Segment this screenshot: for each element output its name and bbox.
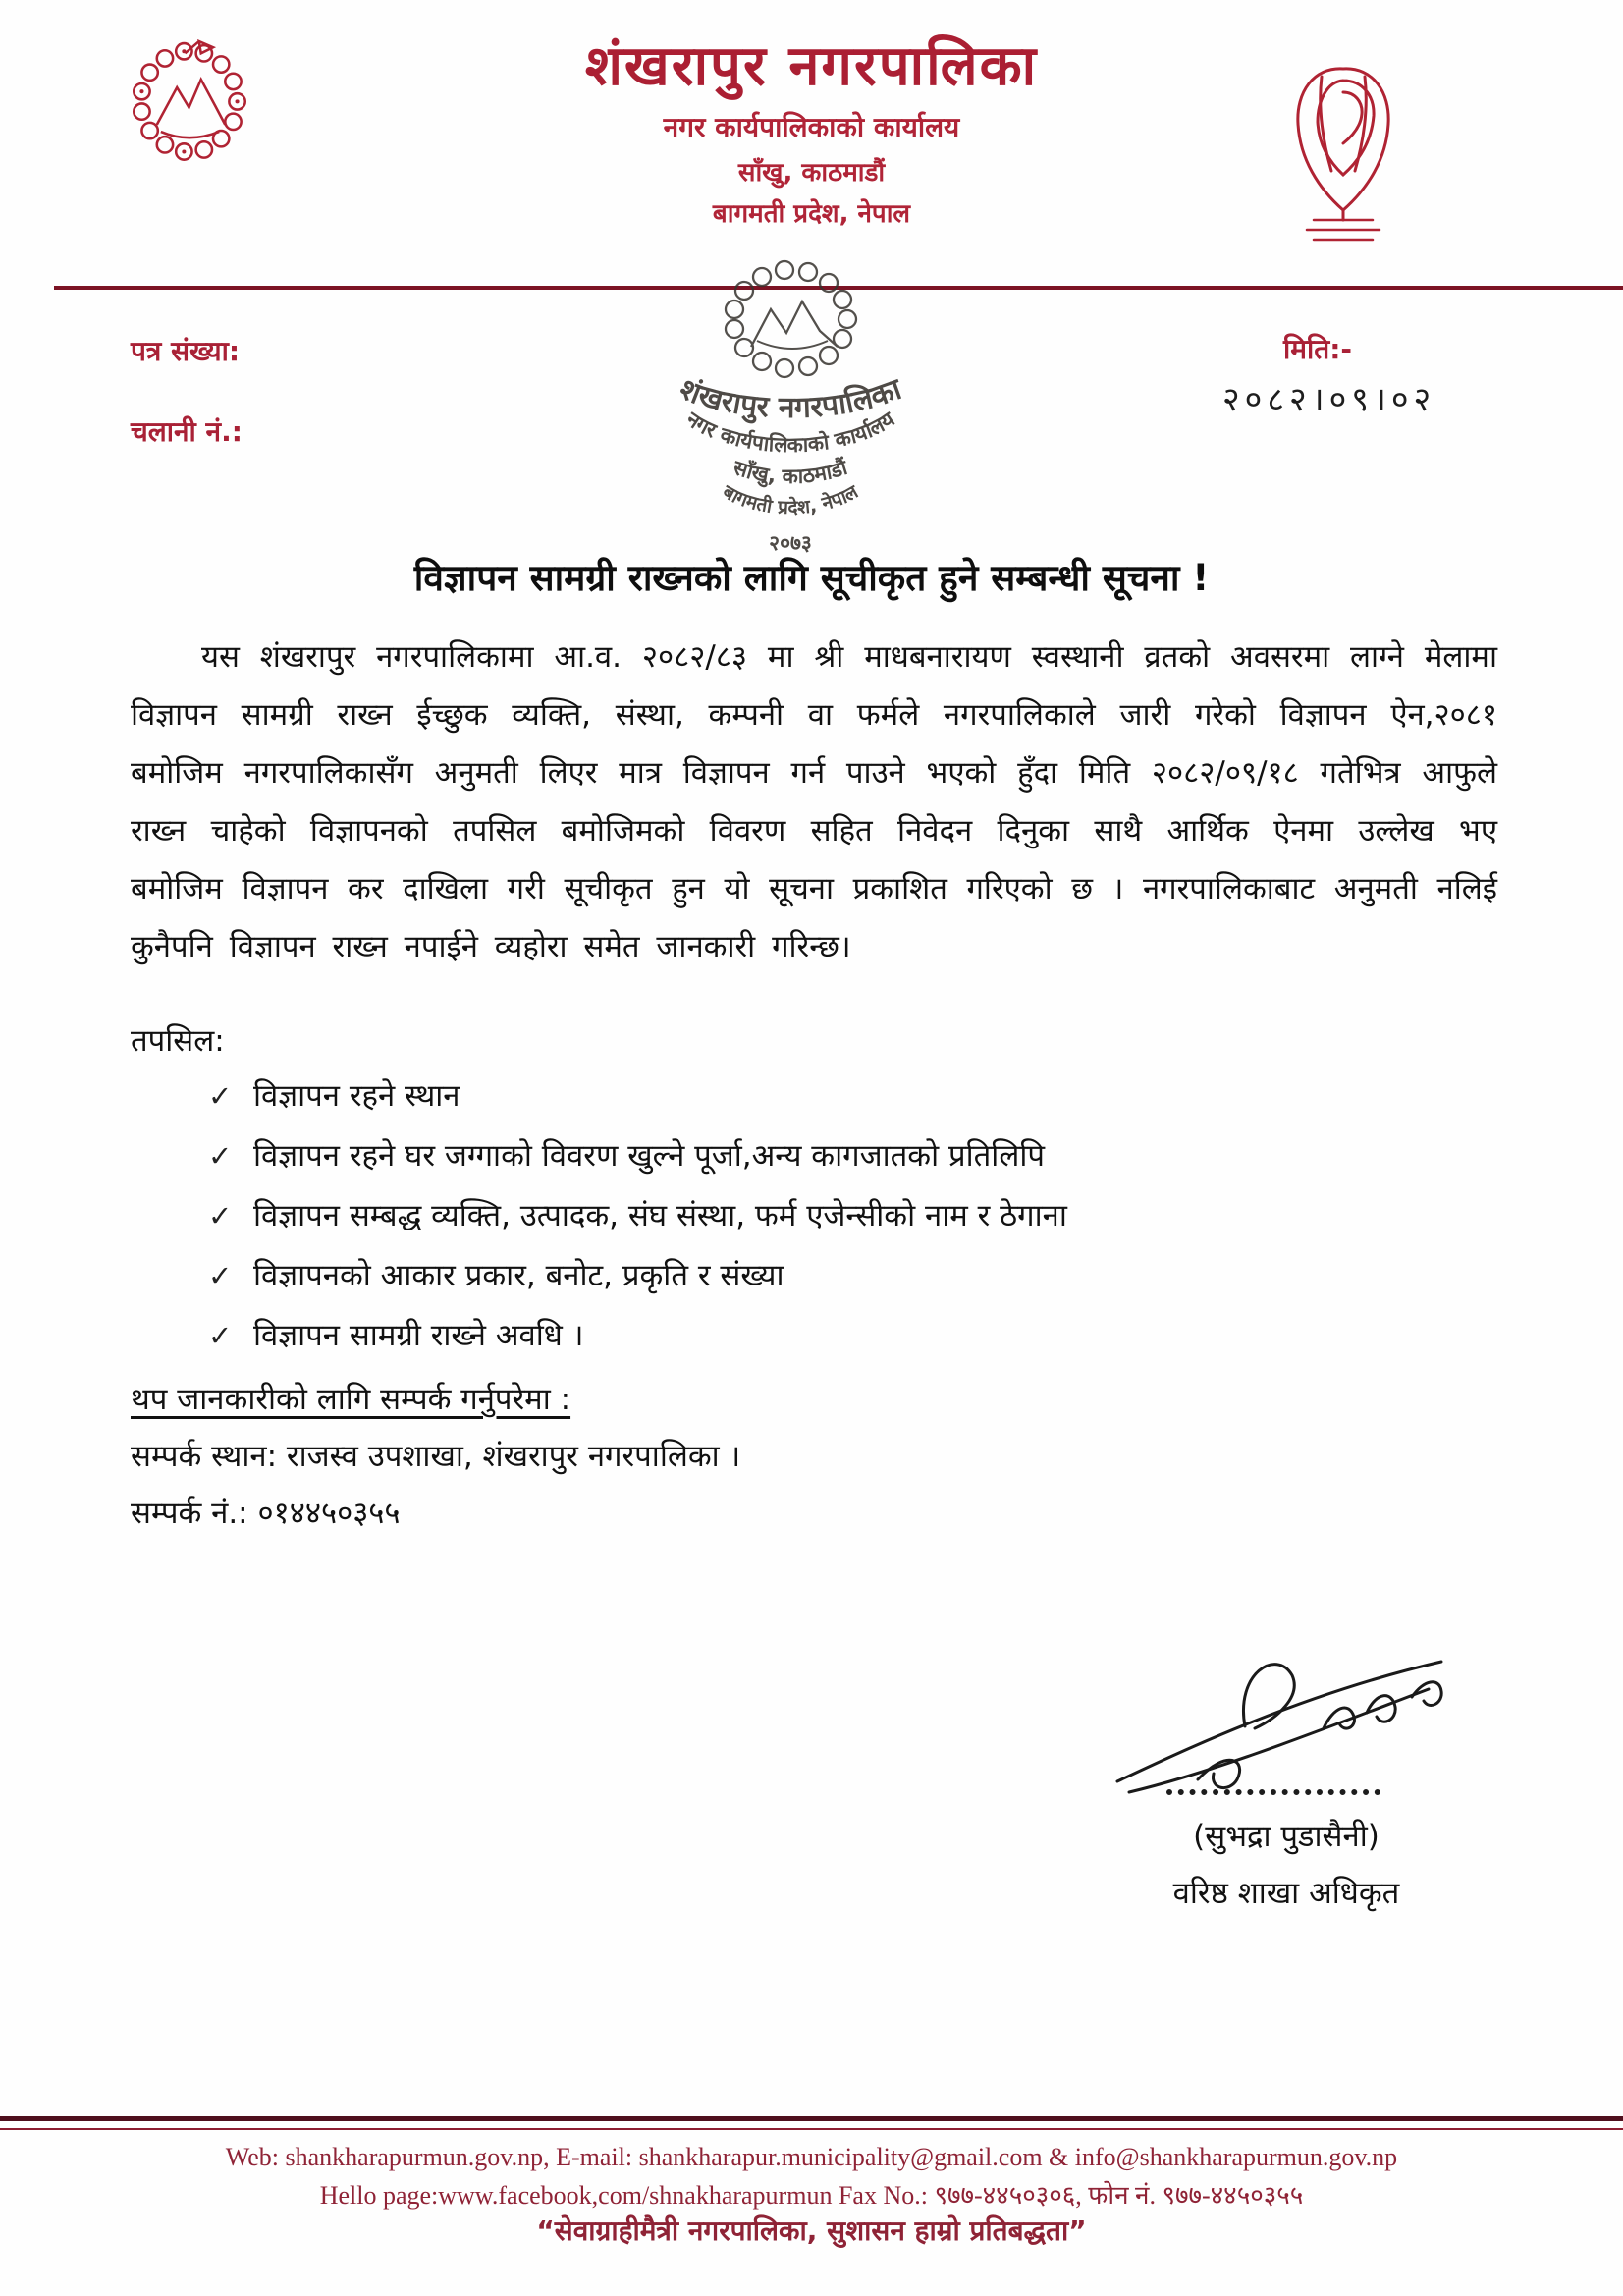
office-name: नगर कार्यपालिकाको कार्यालय [663,111,960,143]
list-item-text: विज्ञापन रहने स्थान [253,1078,460,1114]
details-label: तपसिल: [131,1023,225,1059]
list-item [208,1066,1067,1126]
dispatch-number-label: चलानी नं.: [131,415,243,448]
official-stamp [604,250,979,563]
footer-social-phone: Hello page:www.facebook,com/shnakharapurmun Fax No.: ९७७-४४५०३०६, फोन नं. ९७७-४४५०३५५ [319,2181,1304,2210]
check-icon: ✓ [208,1259,233,1292]
list-item [208,1126,1067,1186]
check-icon: ✓ [208,1079,233,1113]
contact-location: सम्पर्क स्थान: राजस्व उपशाखा, शंखरापुर नगरपालिका । [131,1439,741,1474]
stamp-line-1: शंखरापुर नगरपालिका [675,371,906,426]
conch-shell-icon [1274,51,1412,247]
municipality-name: शंखरापुर नगरपालिका [584,34,1039,98]
list-item [208,1306,1067,1366]
list-item [208,1186,1067,1246]
stamp-line-3: साँखु, काठमाडौं [730,455,850,489]
check-icon: ✓ [208,1319,233,1352]
notice-body: यस शंखरापुर नगरपालिकामा आ.व. २०८२/८३ मा श्री माधबनारायण स्वस्थानी व्रतको अवसरमा लाग्ने मेलामा विज्ञापन सामग्री राख्न ईच्छुक व्यक्ति, संस्था, कम्पनी वा फर्मले नगरपालिकाले जारी गरेको विज्ञापन ऐन,२०८१ बमोजिम नगरपालिकासँग अनुमती लिएर मात्र विज्ञापन गर्न पाउने भएको हुँदा मिति २०८२/०९/१८ गतेभित्र आफुले राख्न चाहेको विज्ञापनको तपसिल बमोजिमको विवरण सहित निवेदन दिनुका साथै आर्थिक ऐनमा उल्लेख भए बमोजिम विज्ञापन कर दाखिला गरी सूचीकृत हुन यो सूचना प्रकाशित गरिएको छ । नगरपालिकाबाट अनुमती नलिई कुनैपनि विज्ञापन राख्न नपाईने व्यहोरा समेत जानकारी गरिन्छ। [131,639,1497,964]
list-item [208,1246,1067,1306]
list-item-text: विज्ञापन सम्बद्ध व्यक्ति, उत्पादक, संघ संस्था, फर्म एजेन्सीको नाम र ठेगाना [253,1198,1067,1233]
signature-scribble [1100,1632,1473,1809]
list-item-text: विज्ञापन सामग्री राख्ने अवधि । [253,1318,584,1353]
list-item-text: विज्ञापन रहने घर जग्गाको विवरण खुल्ने पूर्जा,अन्य कागजातको प्रतिलिपि [253,1138,1045,1174]
footer-tagline: “सेवाग्राहीमैत्री नगरपालिका, सुशासन हाम्रो प्रतिबद्धता” [536,2214,1087,2247]
footer-divider-thick [0,2116,1623,2121]
signatory-name: (सुभद्रा पुडासैनी) [1193,1819,1380,1854]
list-item-text: विज्ञापनको आकार प्रकार, बनोट, प्रकृति र संख्या [253,1258,784,1293]
details-checklist [208,1066,1067,1366]
signature-line [1166,1789,1380,1795]
check-icon: ✓ [208,1199,233,1232]
footer-web-email: Web: shankharapurmun.gov.np, E-mail: shankharapur.municipality@gmail.com & info@shankharapurmun.gov.np [225,2143,1398,2171]
contact-heading: थप जानकारीको लागि सम्पर्क गर्नुपरेमा : [131,1382,571,1417]
contact-block [131,1371,740,1542]
check-icon: ✓ [208,1139,233,1173]
letter-number-label: पत्र संख्या: [131,335,241,367]
signatory-designation: वरिष्ठ शाखा अधिकृत [1172,1876,1400,1911]
contact-phone: सम्पर्क नं.: ०१४४५०३५५ [131,1496,401,1531]
stamp-line-2: नगर कार्यपालिकाको कार्यालय [681,407,899,458]
stamp-line-4: बागमती प्रदेश, नेपाल [719,480,862,519]
date-value: २०८२।०९।०२ [1222,380,1436,419]
notice-title: विज्ञापन सामग्री राख्नको लागि सूचीकृत हुने सम्बन्धी सूचना ! [413,557,1210,599]
stamp-year: २०७३ [769,531,812,555]
address-line-1: साँखु, काठमाडौं [737,158,886,188]
footer-divider-thin [0,2128,1623,2130]
address-line-2: बागमती प्रदेश, नेपाल [712,199,911,229]
date-label: मिति:- [1283,333,1353,365]
